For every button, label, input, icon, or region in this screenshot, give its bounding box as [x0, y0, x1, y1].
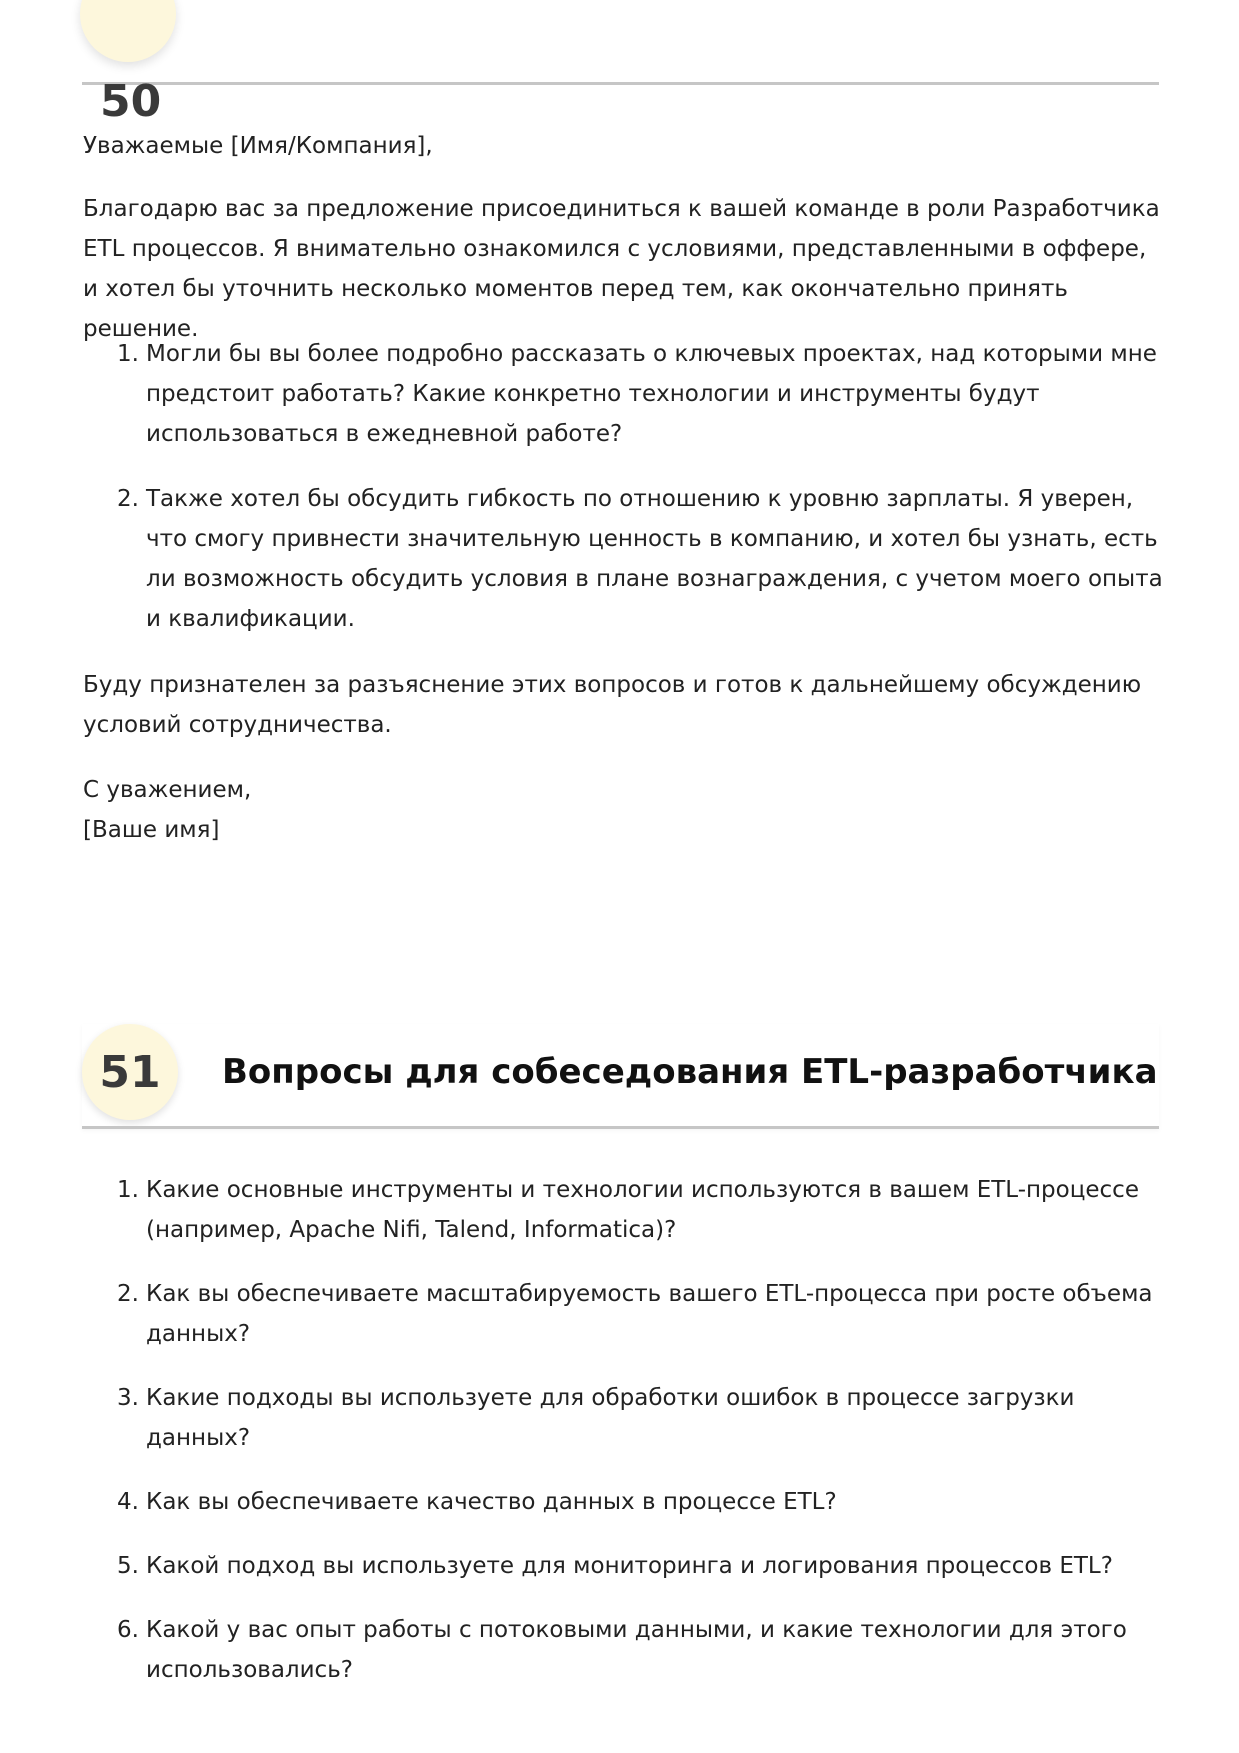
list-item [83, 1378, 1163, 1458]
list-item [83, 479, 1163, 639]
signoff-line: С уважением, [83, 777, 252, 803]
list-item [83, 1482, 1163, 1522]
list-item-text: Могли бы вы более подробно рассказать о ключевых проектах, над которыми мне предстоит работать? Какие конкретно технологии и инструменты будут использоваться в ежедневной работе? [146, 341, 1157, 447]
list-item [83, 1546, 1163, 1586]
list-item-text: Как вы обеспечиваете качество данных в процессе ETL? [146, 1489, 837, 1515]
list-item [83, 1170, 1163, 1250]
section-51-header [82, 1024, 1159, 1129]
letter-signoff [83, 770, 1163, 850]
section-51-number: 51 [82, 1024, 178, 1120]
list-item-text: Какие основные инструменты и технологии используются в вашем ETL-процессе (например, Apache Nifi, Talend, Informatica)? [146, 1177, 1139, 1243]
list-item-number: 2. [117, 486, 139, 512]
list-item-number: 5. [117, 1553, 139, 1579]
letter-intro: Благодарю вас за предложение присоединиться к вашей команде в роли Разработчика ETL процессов. Я внимательно ознакомился с условиями, представленными в оффере, и хотел бы уточнить несколько моментов перед тем, как окончательно принять решение. [83, 196, 1160, 342]
list-item-number: 6. [117, 1617, 139, 1643]
signature-placeholder: [Ваше имя] [83, 817, 220, 843]
list-item-text: Какой подход вы используете для мониторинга и логирования процессов ETL? [146, 1553, 1113, 1579]
interview-questions-list [83, 1170, 1163, 1714]
section-50-number: 50 [100, 76, 162, 127]
section-51-divider [82, 1126, 1159, 1129]
list-item-number: 1. [117, 341, 139, 367]
section-51-title: Вопросы для собеседования ETL-разработчика [222, 1052, 1158, 1092]
letter-closing: Буду признателен за разъяснение этих вопросов и готов к дальнейшему обсуждению условий сотрудничества. [83, 672, 1142, 738]
list-item-text: Какие подходы вы используете для обработки ошибок в процессе загрузки данных? [146, 1385, 1075, 1451]
letter-questions-list [83, 334, 1163, 664]
letter-greeting: Уважаемые [Имя/Компания], [83, 133, 433, 159]
list-item [83, 1274, 1163, 1354]
list-item-number: 4. [117, 1489, 139, 1515]
list-item [83, 1610, 1163, 1690]
list-item-number: 2. [117, 1281, 139, 1307]
list-item-text: Какой у вас опыт работы с потоковыми данными, и какие технологии для этого использовались? [146, 1617, 1127, 1683]
section-50-divider [82, 82, 1159, 85]
list-item [83, 334, 1163, 454]
list-item-text: Также хотел бы обсудить гибкость по отношению к уровню зарплаты. Я уверен, что смогу привнести значительную ценность в компанию, и хотел бы узнать, есть ли возможность обсудить условия в плане вознаграждения, с учетом моего опыта и квалификации. [146, 486, 1163, 632]
list-item-number: 3. [117, 1385, 139, 1411]
list-item-number: 1. [117, 1177, 139, 1203]
list-item-text: Как вы обеспечиваете масштабируемость вашего ETL-процесса при росте объема данных? [146, 1281, 1153, 1347]
section-50-badge [80, 0, 176, 62]
